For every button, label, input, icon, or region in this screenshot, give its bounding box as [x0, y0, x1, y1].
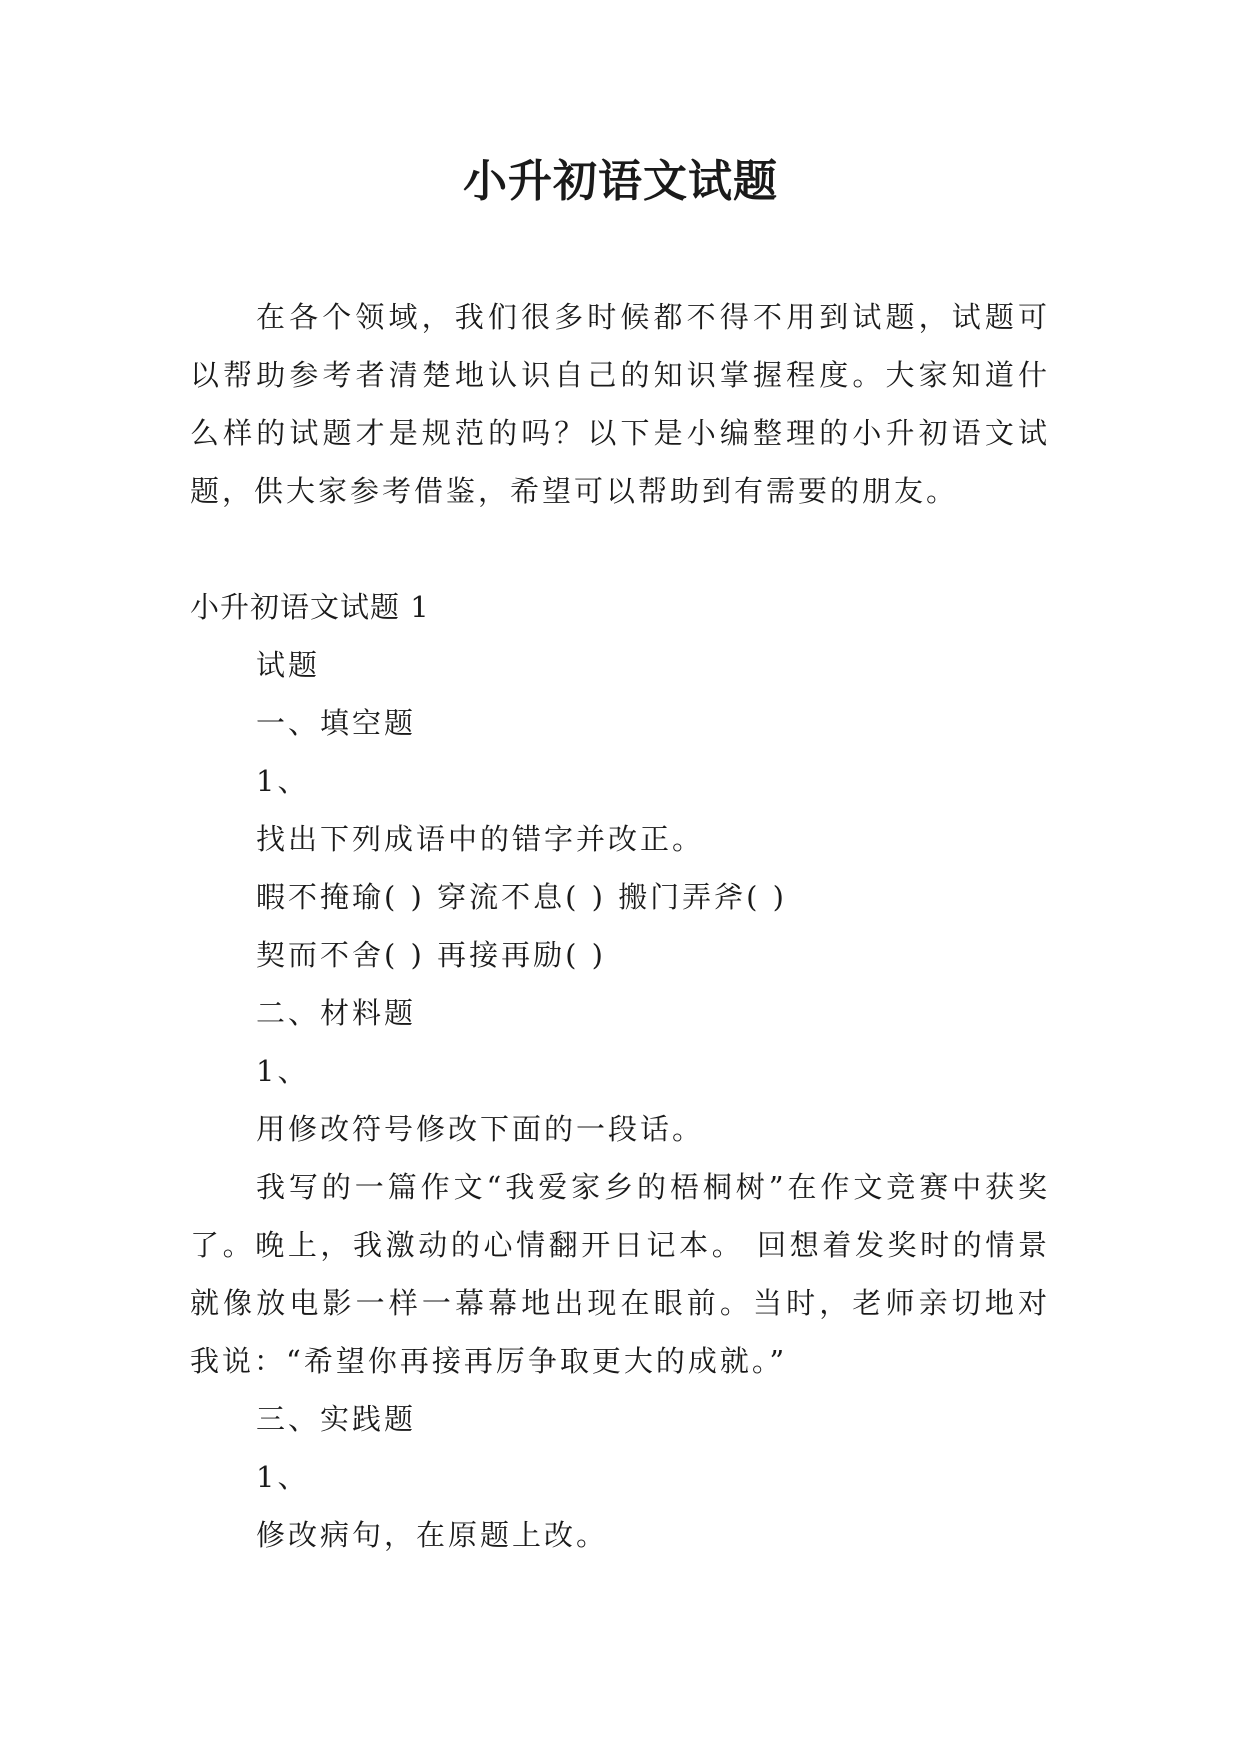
page-title: 小升初语文试题	[463, 156, 778, 207]
line-instruction: 用修改符号修改下面的一段话。	[256, 1112, 705, 1146]
document-body	[190, 288, 1050, 1564]
story-paragraph: 我写的一篇作文“我爱家乡的梧桐树”在作文竞赛中获奖了。晚上，我激动的心情翻开日记本。 回想着发奖时的情景就像放电影一样一幕幕地出现在眼前。当时，老师亲切地对我说：“希望你再接再厉争取更大的成就。”	[190, 1170, 1050, 1378]
section-title: 小升初语文试题 1	[190, 590, 430, 624]
line-fill-blank-heading: 一、填空题	[256, 706, 417, 740]
intro-paragraph: 在各个领域，我们很多时候都不得不用到试题，试题可以帮助参考者清楚地认识自己的知识掌握程度。大家知道什么样的试题才是规范的吗？以下是小编整理的小升初语文试题，供大家参考借鉴，希望可以帮助到有需要的朋友。	[190, 300, 1050, 508]
line-practice-heading: 三、实践题	[256, 1402, 417, 1436]
line-instruction: 找出下列成语中的错字并改正。	[256, 822, 705, 856]
line-question-number: 1、	[256, 764, 310, 798]
line-question-number: 1、	[256, 1054, 310, 1088]
line-instruction: 修改病句，在原题上改。	[256, 1518, 609, 1552]
line-idioms-row-1: 暇不掩瑜( ) 穿流不息( ) 搬门弄斧( )	[256, 880, 787, 914]
line-idioms-row-2: 契而不舍( ) 再接再励( )	[256, 938, 606, 972]
line-question-number: 1、	[256, 1460, 310, 1494]
line-material-heading: 二、材料题	[256, 996, 417, 1030]
line-exam-label: 试题	[256, 648, 321, 682]
